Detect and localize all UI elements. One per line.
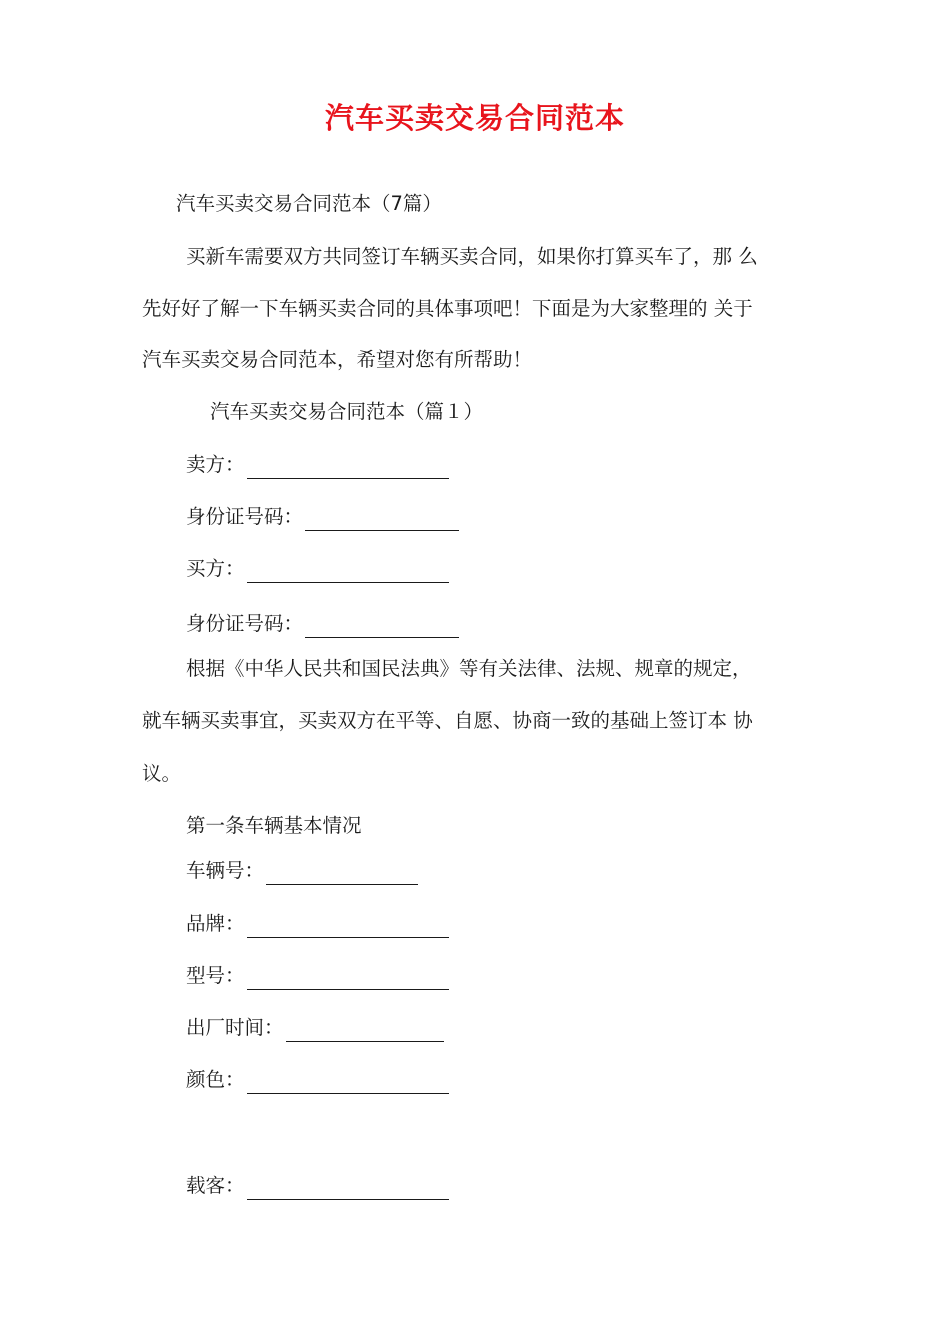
buyer-field — [186, 555, 449, 583]
brand-field — [186, 910, 449, 938]
intro-line-3: 汽车买卖交易合同范本，希望对您有所帮助！ — [142, 348, 533, 371]
preamble-line-3: 议。 — [142, 762, 182, 785]
plate-label: 车辆号： — [186, 859, 265, 882]
preamble-line-1: 根据《中华人民共和国民法典》等有关法律、法规、规章的规定， — [186, 657, 752, 680]
model-field — [186, 962, 449, 990]
buyer-label: 买方： — [186, 557, 245, 580]
model-blank[interactable] — [247, 967, 449, 990]
document-title: 汽车买卖交易合同范本 — [324, 101, 625, 135]
buyer-id-field — [186, 610, 459, 638]
color-label: 颜色： — [186, 1068, 245, 1091]
capacity-field — [186, 1172, 449, 1200]
color-field — [186, 1066, 449, 1094]
buyer-id-blank[interactable] — [305, 615, 459, 638]
seller-id-label: 身份证号码： — [186, 505, 304, 528]
brand-label: 品牌： — [186, 912, 245, 935]
buyer-id-label: 身份证号码： — [186, 612, 304, 635]
intro-line-1: 买新车需要双方共同签订车辆买卖合同，如果你打算买车了，那 么 — [186, 245, 758, 268]
seller-field — [186, 451, 449, 479]
seller-id-blank[interactable] — [305, 508, 459, 531]
factory-date-blank[interactable] — [286, 1019, 444, 1042]
seller-label: 卖方： — [186, 453, 245, 476]
model-label: 型号： — [186, 964, 245, 987]
factory-date-label: 出厂时间： — [186, 1016, 284, 1039]
buyer-blank[interactable] — [247, 560, 449, 583]
article-1-heading: 第一条车辆基本情况 — [186, 814, 362, 837]
section-title: 汽车买卖交易合同范本（篇１） — [210, 400, 484, 423]
capacity-blank[interactable] — [247, 1177, 449, 1200]
color-blank[interactable] — [247, 1071, 449, 1094]
plate-blank[interactable] — [266, 862, 418, 885]
plate-field — [186, 857, 418, 885]
capacity-label: 载客： — [186, 1174, 245, 1197]
seller-blank[interactable] — [247, 456, 449, 479]
document-subtitle: 汽车买卖交易合同范本（7篇） — [176, 192, 442, 215]
brand-blank[interactable] — [247, 915, 449, 938]
intro-line-2: 先好好了解一下车辆买卖合同的具体事项吧！下面是为大家整理的 关于 — [142, 297, 753, 320]
factory-date-field — [186, 1014, 444, 1042]
seller-id-field — [186, 503, 459, 531]
preamble-line-2: 就车辆买卖事宜，买卖双方在平等、自愿、协商一致的基础上签订本 协 — [142, 709, 753, 732]
